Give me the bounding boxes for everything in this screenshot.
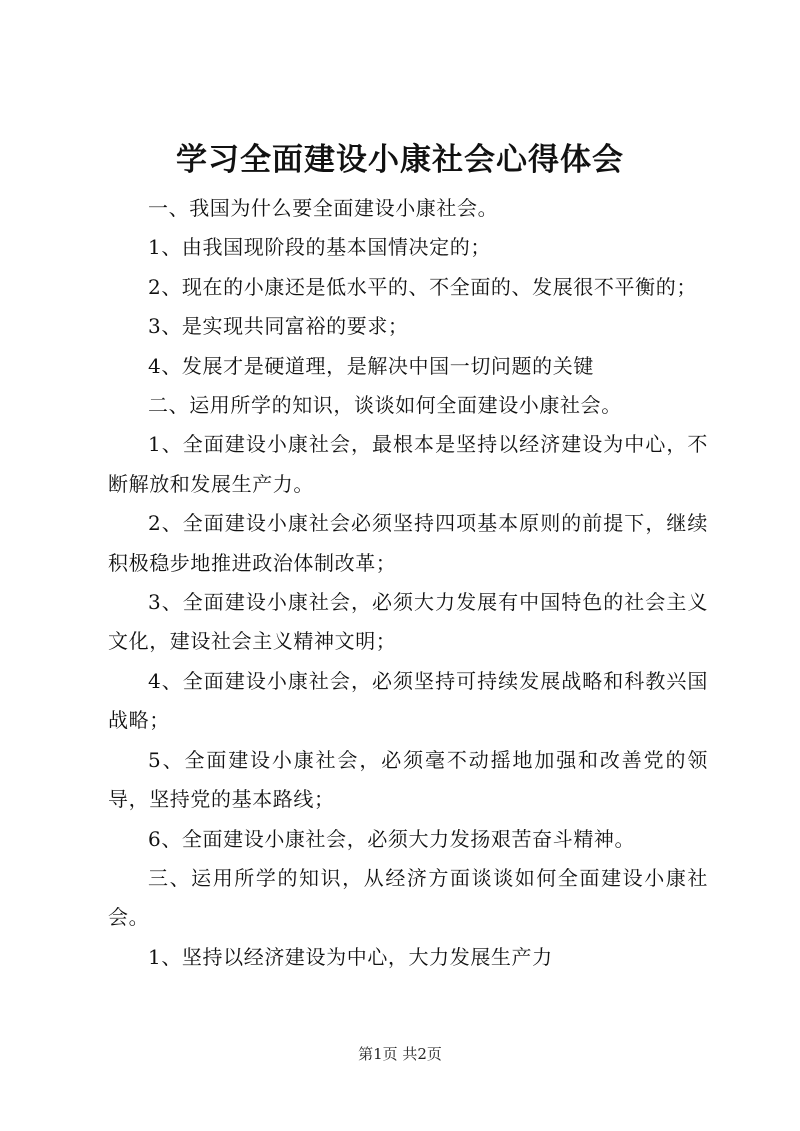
document-title: 学习全面建设小康社会心得体会	[176, 142, 624, 178]
list-item: 2、现在的小康还是低水平的、不全面的、发展很不平衡的；	[148, 274, 697, 299]
section-heading-2: 二、运用所学的知识，谈谈如何全面建设小康社会。	[148, 393, 622, 418]
section-heading-3: 三、运用所学的知识，从经济方面谈谈如何全面建设小康社会。	[108, 865, 708, 930]
list-item: 5、全面建设小康社会，必须毫不动摇地加强和改善党的领导，坚持党的基本路线；	[108, 747, 708, 812]
page-number-footer: 第1页 共2页	[358, 1045, 442, 1063]
document-body	[108, 189, 708, 977]
list-item: 1、坚持以经济建设为中心，大力发展生产力	[148, 944, 553, 969]
list-item: 4、发展才是硬道理，是解决中国一切问题的关键	[148, 353, 594, 378]
list-item: 4、全面建设小康社会，必须坚持可持续发展战略和科教兴国战略；	[108, 668, 708, 733]
list-item: 3、全面建设小康社会，必须大力发展有中国特色的社会主义文化，建设社会主义精神文明；	[108, 590, 708, 654]
list-item: 1、全面建设小康社会，最根本是坚持以经济建设为中心，不断解放和发展生产力。	[108, 432, 708, 496]
section-heading-1: 一、我国为什么要全面建设小康社会。	[148, 196, 499, 220]
list-item: 3、是实现共同富裕的要求；	[148, 314, 409, 339]
list-item: 1、由我国现阶段的基本国情决定的；	[148, 235, 491, 260]
list-item: 2、全面建设小康社会必须坚持四项基本原则的前提下，继续积极稳步地推进政治体制改革；	[108, 511, 708, 575]
list-item: 6、全面建设小康社会，必须大力发扬艰苦奋斗精神。	[148, 826, 636, 851]
